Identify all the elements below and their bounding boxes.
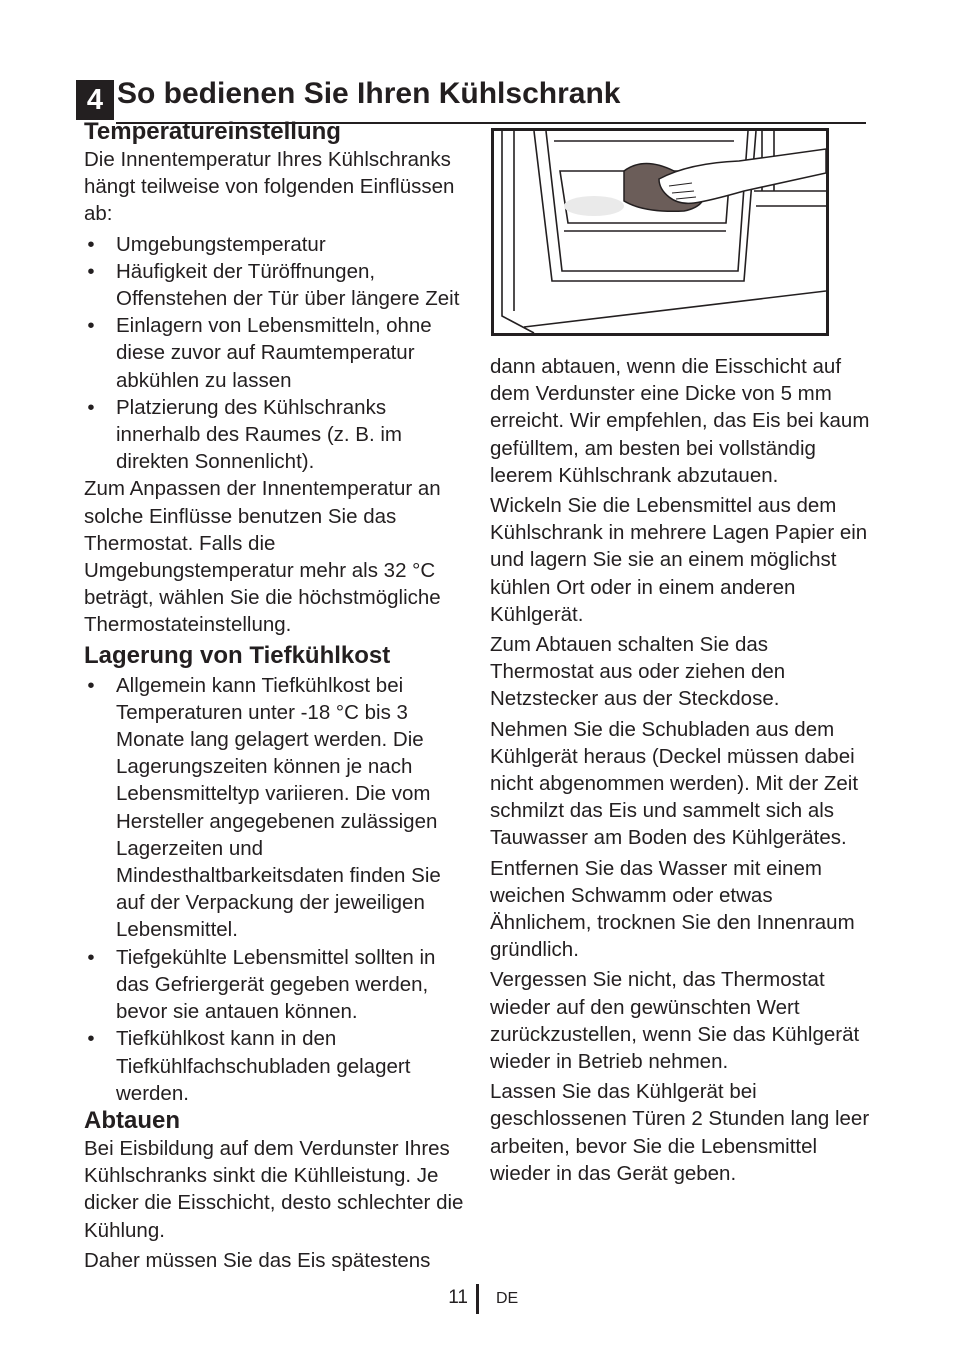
paragraph: dann abtauen, wenn die Eisschicht auf dem Verdunster eine Dicke von 5 mm erreicht. Wir empfehlen, das Eis bei kaum gefülltem, am besten bei vollständig leerem Kühlschrank abzutauen. (490, 355, 870, 487)
paragraph: Vergessen Sie nicht, das Thermostat wieder auf den gewünschten Wert zurückzustellen, wenn Sie das Kühlgerät wieder in Betrieb nehmen. (490, 968, 860, 1074)
heading-lagerung: Lagerung von Tiefkühlkost (84, 641, 391, 669)
paragraph: Zum Anpassen der Innentemperatur an solche Einflüsse benutzen Sie das Thermostat. Falls die Umgebungstemperatur mehr als 32 °C beträgt, wählen Sie die höchstmögliche Thermostateinstellung. (84, 477, 441, 637)
list-item: • Einlagern von Lebensmitteln, ohne diese zuvor auf Raumtemperatur abkühlen zu lassen (84, 312, 469, 394)
heading-abtauen: Abtauen (84, 1106, 180, 1134)
list-item: • Häufigkeit der Türöffnungen, Offenstehen der Tür über längere Zeit (84, 258, 469, 312)
right-column (490, 353, 872, 1190)
bullet-icon: • (87, 395, 95, 419)
paragraph: Lassen Sie das Kühlgerät bei geschlossenen Türen 2 Stunden lang leer arbeiten, bevor Sie die Lebensmittel wieder in das Gerät geben. (490, 1080, 870, 1185)
defrost-illustration (491, 128, 829, 336)
chapter-title: So bedienen Sie Ihren Kühlschrank (117, 77, 621, 110)
list-item: • Allgemein kann Tiefkühlkost bei Temperaturen unter -18 °C bis 3 Monate lang gelagert werden. Die Lagerungszeiten können je nach Lebensmitteltyp variieren. Die vom Hersteller angegebenen zulässigen Lagerzeiten und Mindesthaltbarkeitsdaten finden Sie auf der Verpackung der jeweiligen Lebensmittel. (84, 672, 469, 944)
left-column (84, 118, 469, 1277)
bullet-icon: • (87, 1027, 95, 1051)
bullet-list (84, 231, 469, 476)
paragraph: Zum Abtauen schalten Sie das Thermostat aus oder ziehen den Netzstecker aus der Steckdose. (490, 633, 786, 711)
fridge-wipe-illustration-icon (494, 131, 826, 333)
paragraph: Die Innentemperatur Ihres Kühlschranks hängt teilweise von folgenden Einflüssen ab: (84, 148, 455, 226)
bullet-icon: • (87, 232, 95, 256)
heading-temperatureinstellung: Temperatureinstellung (84, 118, 341, 145)
list-item: • Platzierung des Kühlschranks innerhalb des Raumes (z. B. im direkten Sonnenlicht). (84, 394, 469, 476)
list-item: • Tiefgekühlte Lebensmittel sollten in das Gefriergerät gegeben werden, bevor sie antauen können. (84, 944, 469, 1026)
page-number: 11 (448, 1287, 468, 1308)
bullet-icon: • (87, 673, 95, 697)
chapter-number: 4 (76, 80, 114, 120)
paragraph: Entfernen Sie das Wasser mit einem weichen Schwamm oder etwas Ähnlichem, trocknen Sie den Innenraum gründlich. (490, 856, 855, 962)
bullet-icon: • (87, 945, 95, 969)
paragraph: Wickeln Sie die Lebensmittel aus dem Kühlschrank in mehrere Lagen Papier ein und lagern Sie sie an einem möglichst kühlen Ort oder in einem anderen Kühlgerät. (490, 494, 868, 626)
paragraph: Nehmen Sie die Schubladen aus dem Kühlgerät heraus (Deckel müssen dabei nicht abgenommen werden). Mit der Zeit schmilzt das Eis und sammelt sich als Tauwasser am Boden des Kühlgerätes. (490, 717, 859, 850)
bullet-icon: • (87, 314, 95, 338)
paragraph: Bei Eisbildung auf dem Verdunster Ihres Kühlschranks sinkt die Kühlleistung. Je dicker die Eisschicht, desto schlechter die Kühlung. (84, 1136, 464, 1242)
footer-divider (476, 1284, 479, 1314)
paragraph: Daher müssen Sie das Eis spätestens (84, 1248, 431, 1272)
list-item: • Tiefkühlkost kann in den Tiefkühlfachschubladen gelagert werden. (84, 1025, 469, 1107)
bullet-icon: • (87, 259, 95, 283)
bullet-list (84, 672, 469, 1107)
list-item: • Umgebungstemperatur (84, 231, 469, 258)
language-code: DE (496, 1290, 519, 1307)
